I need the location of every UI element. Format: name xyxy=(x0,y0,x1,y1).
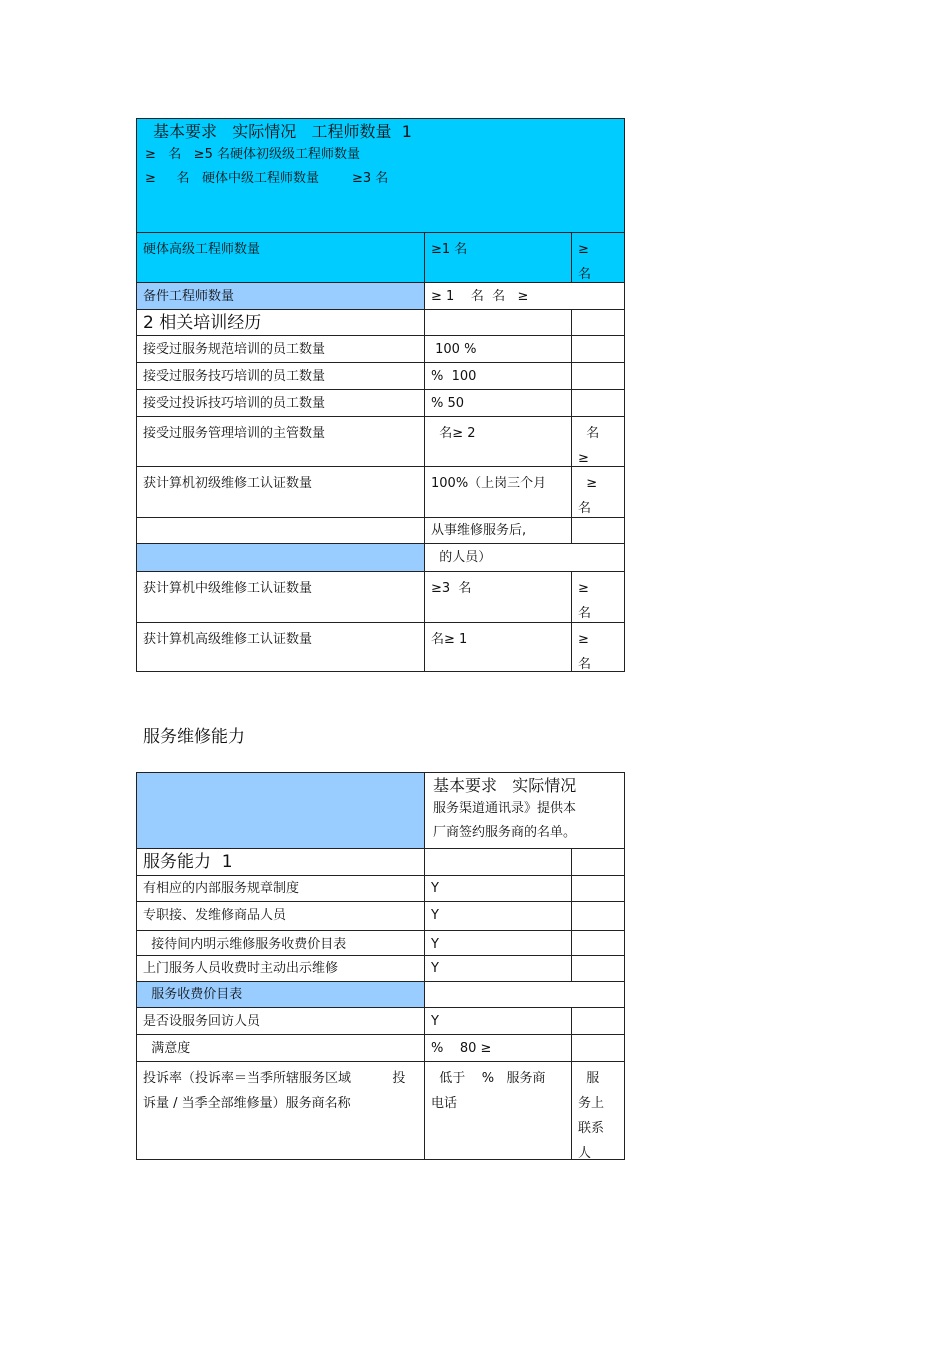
table1-header-line1: 基本要求 实际情况 工程师数量 1 xyxy=(153,122,412,141)
table-cell xyxy=(572,623,624,671)
table-cell: 接待间内明示维修服务收费价目表 xyxy=(137,931,425,955)
cell-line: 联系 xyxy=(578,1121,605,1136)
table2-header-line2: 服务渠道通讯录》提供本 xyxy=(433,801,577,816)
table-cell: 从事维修服务后, xyxy=(425,518,572,543)
table-cell: 100%（上岗三个月 xyxy=(425,467,572,517)
cell-line: 低于 % 服务商 xyxy=(431,1071,546,1086)
table-cell: 有相应的内部服务规章制度 xyxy=(137,876,425,901)
cell-line: 名 xyxy=(578,501,592,516)
table-cell xyxy=(572,1008,624,1034)
table-cell: 服务能力 1 xyxy=(137,849,425,875)
table-cell xyxy=(572,1062,624,1159)
table-cell xyxy=(572,931,624,955)
table2-header-blank-cell xyxy=(137,773,425,848)
cell-line: 投诉率（投诉率＝当季所辖服务区域 投 xyxy=(143,1071,406,1086)
table-cell xyxy=(137,544,425,571)
table-cell: Y xyxy=(425,1008,572,1034)
table-cell: 的人员） xyxy=(431,550,492,565)
cell-line: 名 xyxy=(578,267,592,282)
cell-line: 诉量 / 当季全部维修量）服务商名称 xyxy=(143,1096,351,1111)
table2-header-line3: 厂商签约服务商的名单。 xyxy=(433,825,577,840)
cell-line: ≥ xyxy=(578,451,589,466)
table-cell xyxy=(572,956,624,981)
table-cell: % 80 ≥ xyxy=(425,1035,572,1061)
cell-line: 务上 xyxy=(578,1096,605,1111)
table-cell xyxy=(137,1062,425,1159)
table-cell: 接受过服务管理培训的主管数量 xyxy=(137,417,425,466)
table-cell xyxy=(572,572,624,622)
cell-line: ≥ xyxy=(578,476,598,491)
cell-line: 服 xyxy=(578,1071,600,1086)
table-cell: 接受过服务规范培训的员工数量 xyxy=(137,336,425,362)
table-cell xyxy=(572,417,624,466)
table-cell xyxy=(572,876,624,901)
table-cell xyxy=(572,363,624,389)
table-cell: 上门服务人员收费时主动出示维修 xyxy=(137,956,425,981)
table-cell: 获计算机中级维修工认证数量 xyxy=(137,572,425,622)
table-cell xyxy=(572,233,624,282)
table-cell xyxy=(572,849,624,875)
table-cell xyxy=(572,467,624,517)
table-cell xyxy=(572,310,624,335)
table-cell: 接受过服务技巧培训的员工数量 xyxy=(137,363,425,389)
table-cell xyxy=(572,390,624,416)
table-cell: 备件工程师数量 xyxy=(137,283,425,309)
table-cell: % 50 xyxy=(425,390,572,416)
cell-line: 人 xyxy=(578,1146,592,1159)
table-cell: Y xyxy=(425,876,572,901)
table-cell xyxy=(572,336,624,362)
table-cell xyxy=(572,1035,624,1061)
table-cell: % 100 xyxy=(425,363,572,389)
table-cell: 接受过投诉技巧培训的员工数量 xyxy=(137,390,425,416)
table-cell xyxy=(572,902,624,930)
section-title: 服务维修能力 xyxy=(143,727,245,747)
cell-line: ≥ xyxy=(578,632,589,647)
table-cell: ≥3 名 xyxy=(425,572,572,622)
table-cell: Y xyxy=(425,902,572,930)
table1-header-line2: ≥ 名 ≥5 名硬体初级级工程师数量 xyxy=(145,147,360,162)
table-cell: ≥1 名 xyxy=(425,233,572,282)
cell-line: 名 xyxy=(578,606,592,621)
table-cell: 100 % xyxy=(425,336,572,362)
table-cell xyxy=(572,518,624,543)
table-cell: 2 相关培训经历 xyxy=(137,310,425,335)
cell-line: 名 xyxy=(578,426,600,441)
table-cell: 名≥ 2 xyxy=(425,417,572,466)
table-cell: 是否设服务回访人员 xyxy=(137,1008,425,1034)
table-cell: 满意度 xyxy=(137,1035,425,1061)
table-cell: Y xyxy=(425,956,572,981)
table-cell: ≥ 1 名 名 ≥ xyxy=(431,289,529,304)
table2-header-line1: 基本要求 实际情况 xyxy=(433,776,577,795)
table-cell xyxy=(137,518,425,543)
table-cell: Y xyxy=(425,931,572,955)
table-cell: 获计算机初级维修工认证数量 xyxy=(137,467,425,517)
table-cell xyxy=(425,1062,572,1159)
table-cell xyxy=(425,982,624,1007)
cell-line: 名 xyxy=(578,657,592,671)
cell-line: 电话 xyxy=(431,1096,458,1111)
table-cell: 硬体高级工程师数量 xyxy=(137,233,425,282)
table2-header-cell xyxy=(425,773,624,848)
cell-line: ≥ xyxy=(578,581,589,596)
table1-header-line3: ≥ 名 硬体中级工程师数量 ≥3 名 xyxy=(145,171,389,186)
table1-header-cell xyxy=(137,119,624,232)
table-cell xyxy=(425,310,572,335)
table-cell: 获计算机高级维修工认证数量 xyxy=(137,623,425,671)
table-cell xyxy=(425,849,572,875)
table-cell: 名≥ 1 xyxy=(425,623,572,671)
table-cell: 专职接、发维修商品人员 xyxy=(137,902,425,930)
service-capability-table xyxy=(136,772,625,1160)
table-cell: 服务收费价目表 xyxy=(137,982,425,1007)
engineer-requirements-table xyxy=(136,118,625,672)
cell-line: ≥ xyxy=(578,242,589,257)
